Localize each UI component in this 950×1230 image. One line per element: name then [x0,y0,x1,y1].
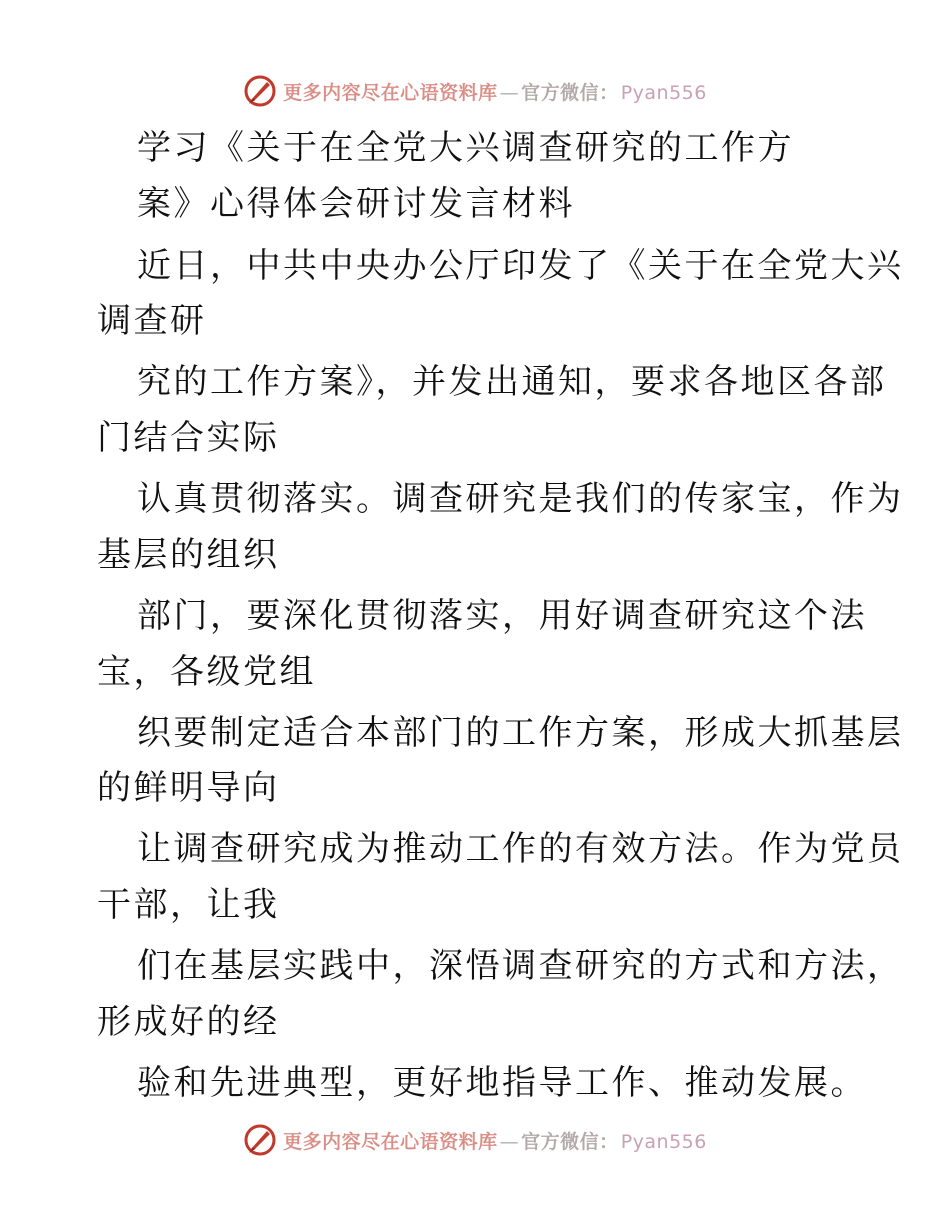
body-line: 调查研 [97,301,207,341]
body-line: 织要制定适合本部门的工作方案，形成大抓基层 [137,713,904,753]
watermark-site-text: 更多内容尽在心语资料库 [283,1130,498,1153]
body-line: 宝，各级党组 [97,652,316,692]
body-line: 近日，中共中央办公厅印发了《关于在全党大兴 [137,246,904,286]
body-line: 基层的组织 [97,535,280,575]
footer-watermark [0,1120,950,1160]
body-line: 验和先进典型，更好地指导工作、推动发展。 [137,1063,867,1103]
watermark-wechat-label: 官方微信： [521,81,619,104]
body-line: 形成好的经 [97,1002,280,1042]
header-watermark [0,71,950,111]
watermark-separator: — [499,1130,520,1153]
body-line: 部门，要深化贯彻落实，用好调查研究这个法 [137,596,867,636]
document-title-line-2: 案》心得体会研讨发言材料 [137,184,575,224]
watermark-site-text: 更多内容尽在心语资料库 [283,81,498,104]
body-line: 门结合实际 [97,418,280,458]
body-line: 的鲜明导向 [97,768,280,808]
watermark-wechat-label: 官方微信： [521,1130,619,1153]
quill-pen-logo-icon [243,1123,277,1157]
body-line: 究的工作方案》，并发出通知，要求各地区各部 [137,362,887,402]
body-line: 们在基层实践中，深悟调查研究的方式和方法， [137,946,904,986]
body-line: 认真贯彻落实。调查研究是我们的传家宝，作为 [137,479,904,519]
body-line: 让调查研究成为推动工作的有效方法。作为党员 [137,829,904,869]
watermark-wechat-id: Pyan556 [620,81,707,104]
watermark-wechat-id: Pyan556 [620,1130,707,1153]
quill-pen-logo-icon [243,74,277,108]
watermark-separator: — [499,81,520,104]
body-line: 干部，让我 [97,885,280,925]
document-title-line-1: 学习《关于在全党大兴调查研究的工作方 [137,128,794,168]
